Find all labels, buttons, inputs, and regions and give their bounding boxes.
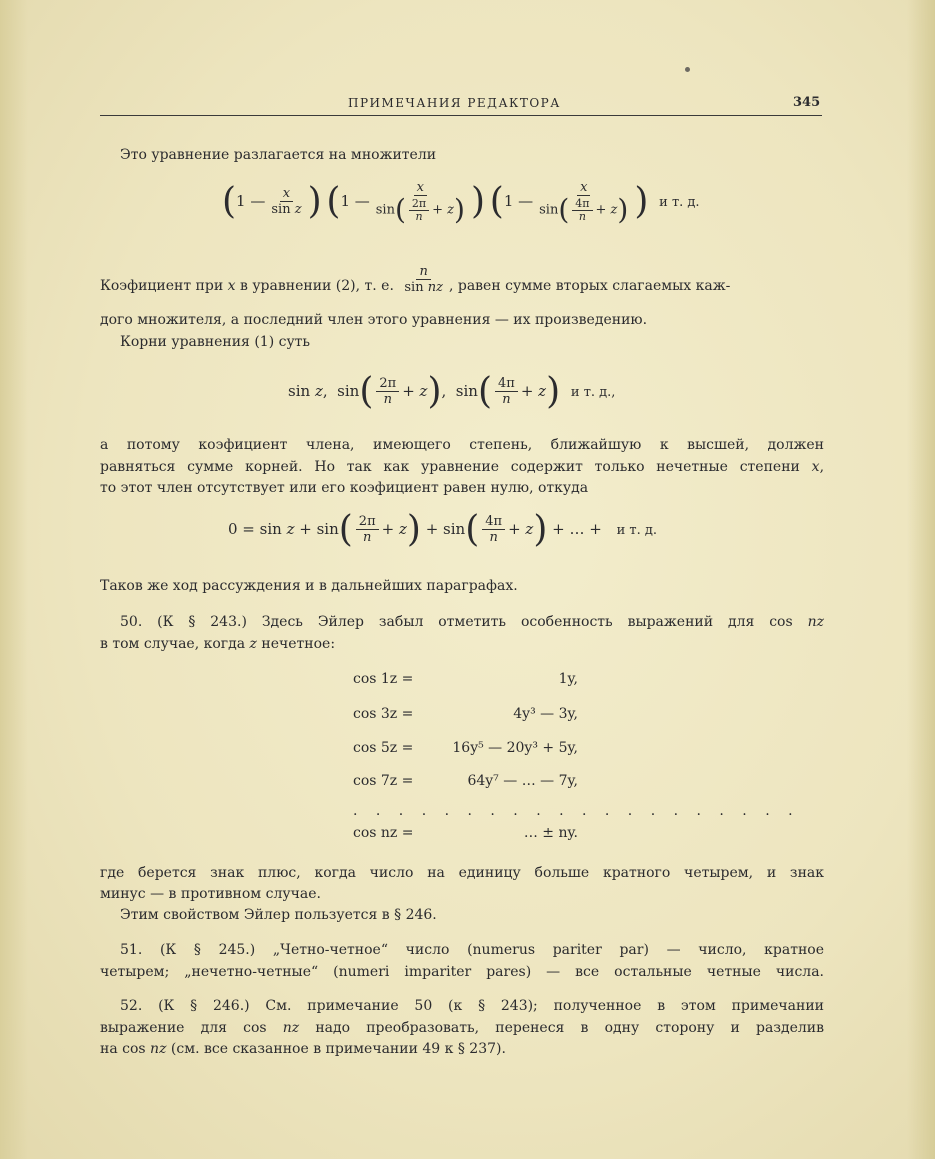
paragraph-1: Это уравнение разлагается на множители bbox=[120, 147, 437, 163]
paragraph-6b: в том случае, когда z нечетное: bbox=[100, 636, 336, 652]
equation-roots: sin z, sin( $\frac{2\pi}{n}$ + z), sin( $\frac{4\pi}{n}$ + z) и т. д., bbox=[288, 371, 616, 412]
cos-row-7: cos 7z = 64y⁷ — … — 7y, bbox=[353, 773, 578, 789]
header-rule bbox=[100, 115, 822, 116]
paragraph-10b: выражение для cos nz надо преобразовать, перенеся в одну сторону и разделив bbox=[100, 1020, 824, 1036]
paragraph-8: Этим свойством Эйлер пользуется в § 246. bbox=[120, 907, 437, 923]
running-header: ПРИМЕЧАНИЯ РЕДАКТОРА bbox=[348, 96, 561, 110]
ink-spot bbox=[685, 67, 690, 72]
paragraph-10a: 52. (К § 246.) См. примечание 50 (к § 243); полученное в этом примечании bbox=[120, 998, 824, 1014]
paragraph-7b: минус — в противном случае. bbox=[100, 886, 321, 902]
equation-factors: (1 — $\frac{x}{\text{sin z}}$ ) (1 — x sin( $\frac{2\pi}{n}$ + z) ) (1 — x sin( $\frac{4\pi}{n}$ + z) ) и т. д. bbox=[222, 180, 700, 226]
cos-row-3: cos 3z = 4y³ — 3y, bbox=[353, 706, 578, 722]
paragraph-4b: равняться сумме корней. Но так как уравнение содержит только нечетные степени x, bbox=[100, 459, 825, 475]
paragraph-6a: 50. (К § 243.) Здесь Эйлер забыл отметить особенность выражений для cos nz bbox=[120, 614, 824, 630]
paragraph-4c: то этот член отсутствует или его коэфициент равен нулю, откуда bbox=[100, 480, 589, 496]
equation-sum: 0 = sin z + sin( $\frac{2\pi}{n}$ + z) + sin( $\frac{4\pi}{n}$ + z) + … + и т. д. bbox=[228, 509, 657, 550]
cos-row-n: cos nz = … ± ny. bbox=[353, 825, 578, 841]
cos-row-5: cos 5z = 16y⁵ — 20y³ + 5y, bbox=[353, 740, 578, 756]
paragraph-7a: где берется знак плюс, когда число на единицу больше кратного четырем, и знак bbox=[100, 865, 824, 881]
paragraph-9a: 51. (К § 245.) „Четно-четное“ число (numerus pariter par) — число, кратное bbox=[120, 942, 824, 958]
paragraph-5: Таков же ход рассуждения и в дальнейших параграфах. bbox=[100, 578, 518, 594]
paragraph-9b: четырем; „нечетно-четные“ (numeri impariter pares) — все остальные четные числа. bbox=[100, 964, 824, 980]
paragraph-10c: на cos nz (см. все сказанное в примечании 49 к § 237). bbox=[100, 1041, 506, 1057]
page-edge-left bbox=[0, 0, 28, 1159]
equation-3-etc: и т. д. bbox=[616, 523, 657, 538]
equation-2-etc: и т. д., bbox=[570, 385, 616, 400]
paragraph-2a: Коэфициент при x в уравнении (2), т. е. $\frac{n}{\text{sin nz}}$ , равен сумме вторых слагаемых каж- bbox=[100, 264, 731, 295]
paragraph-2b: дого множителя, а последний член этого уравнения — их произведению. bbox=[100, 312, 648, 328]
equation-1-etc: и т. д. bbox=[659, 195, 700, 210]
paragraph-4a: а потому коэфициент члена, имеющего степень, ближайшую к высшей, должен bbox=[100, 437, 824, 453]
page-edge-right bbox=[907, 0, 935, 1159]
cos-dots-row: . . . . . . . . . . . . . . . . . . . . bbox=[353, 803, 800, 819]
cos-row-1: cos 1z = 1y, bbox=[353, 671, 578, 687]
page-number: 345 bbox=[793, 95, 821, 110]
paragraph-3: Корни уравнения (1) суть bbox=[120, 334, 311, 350]
